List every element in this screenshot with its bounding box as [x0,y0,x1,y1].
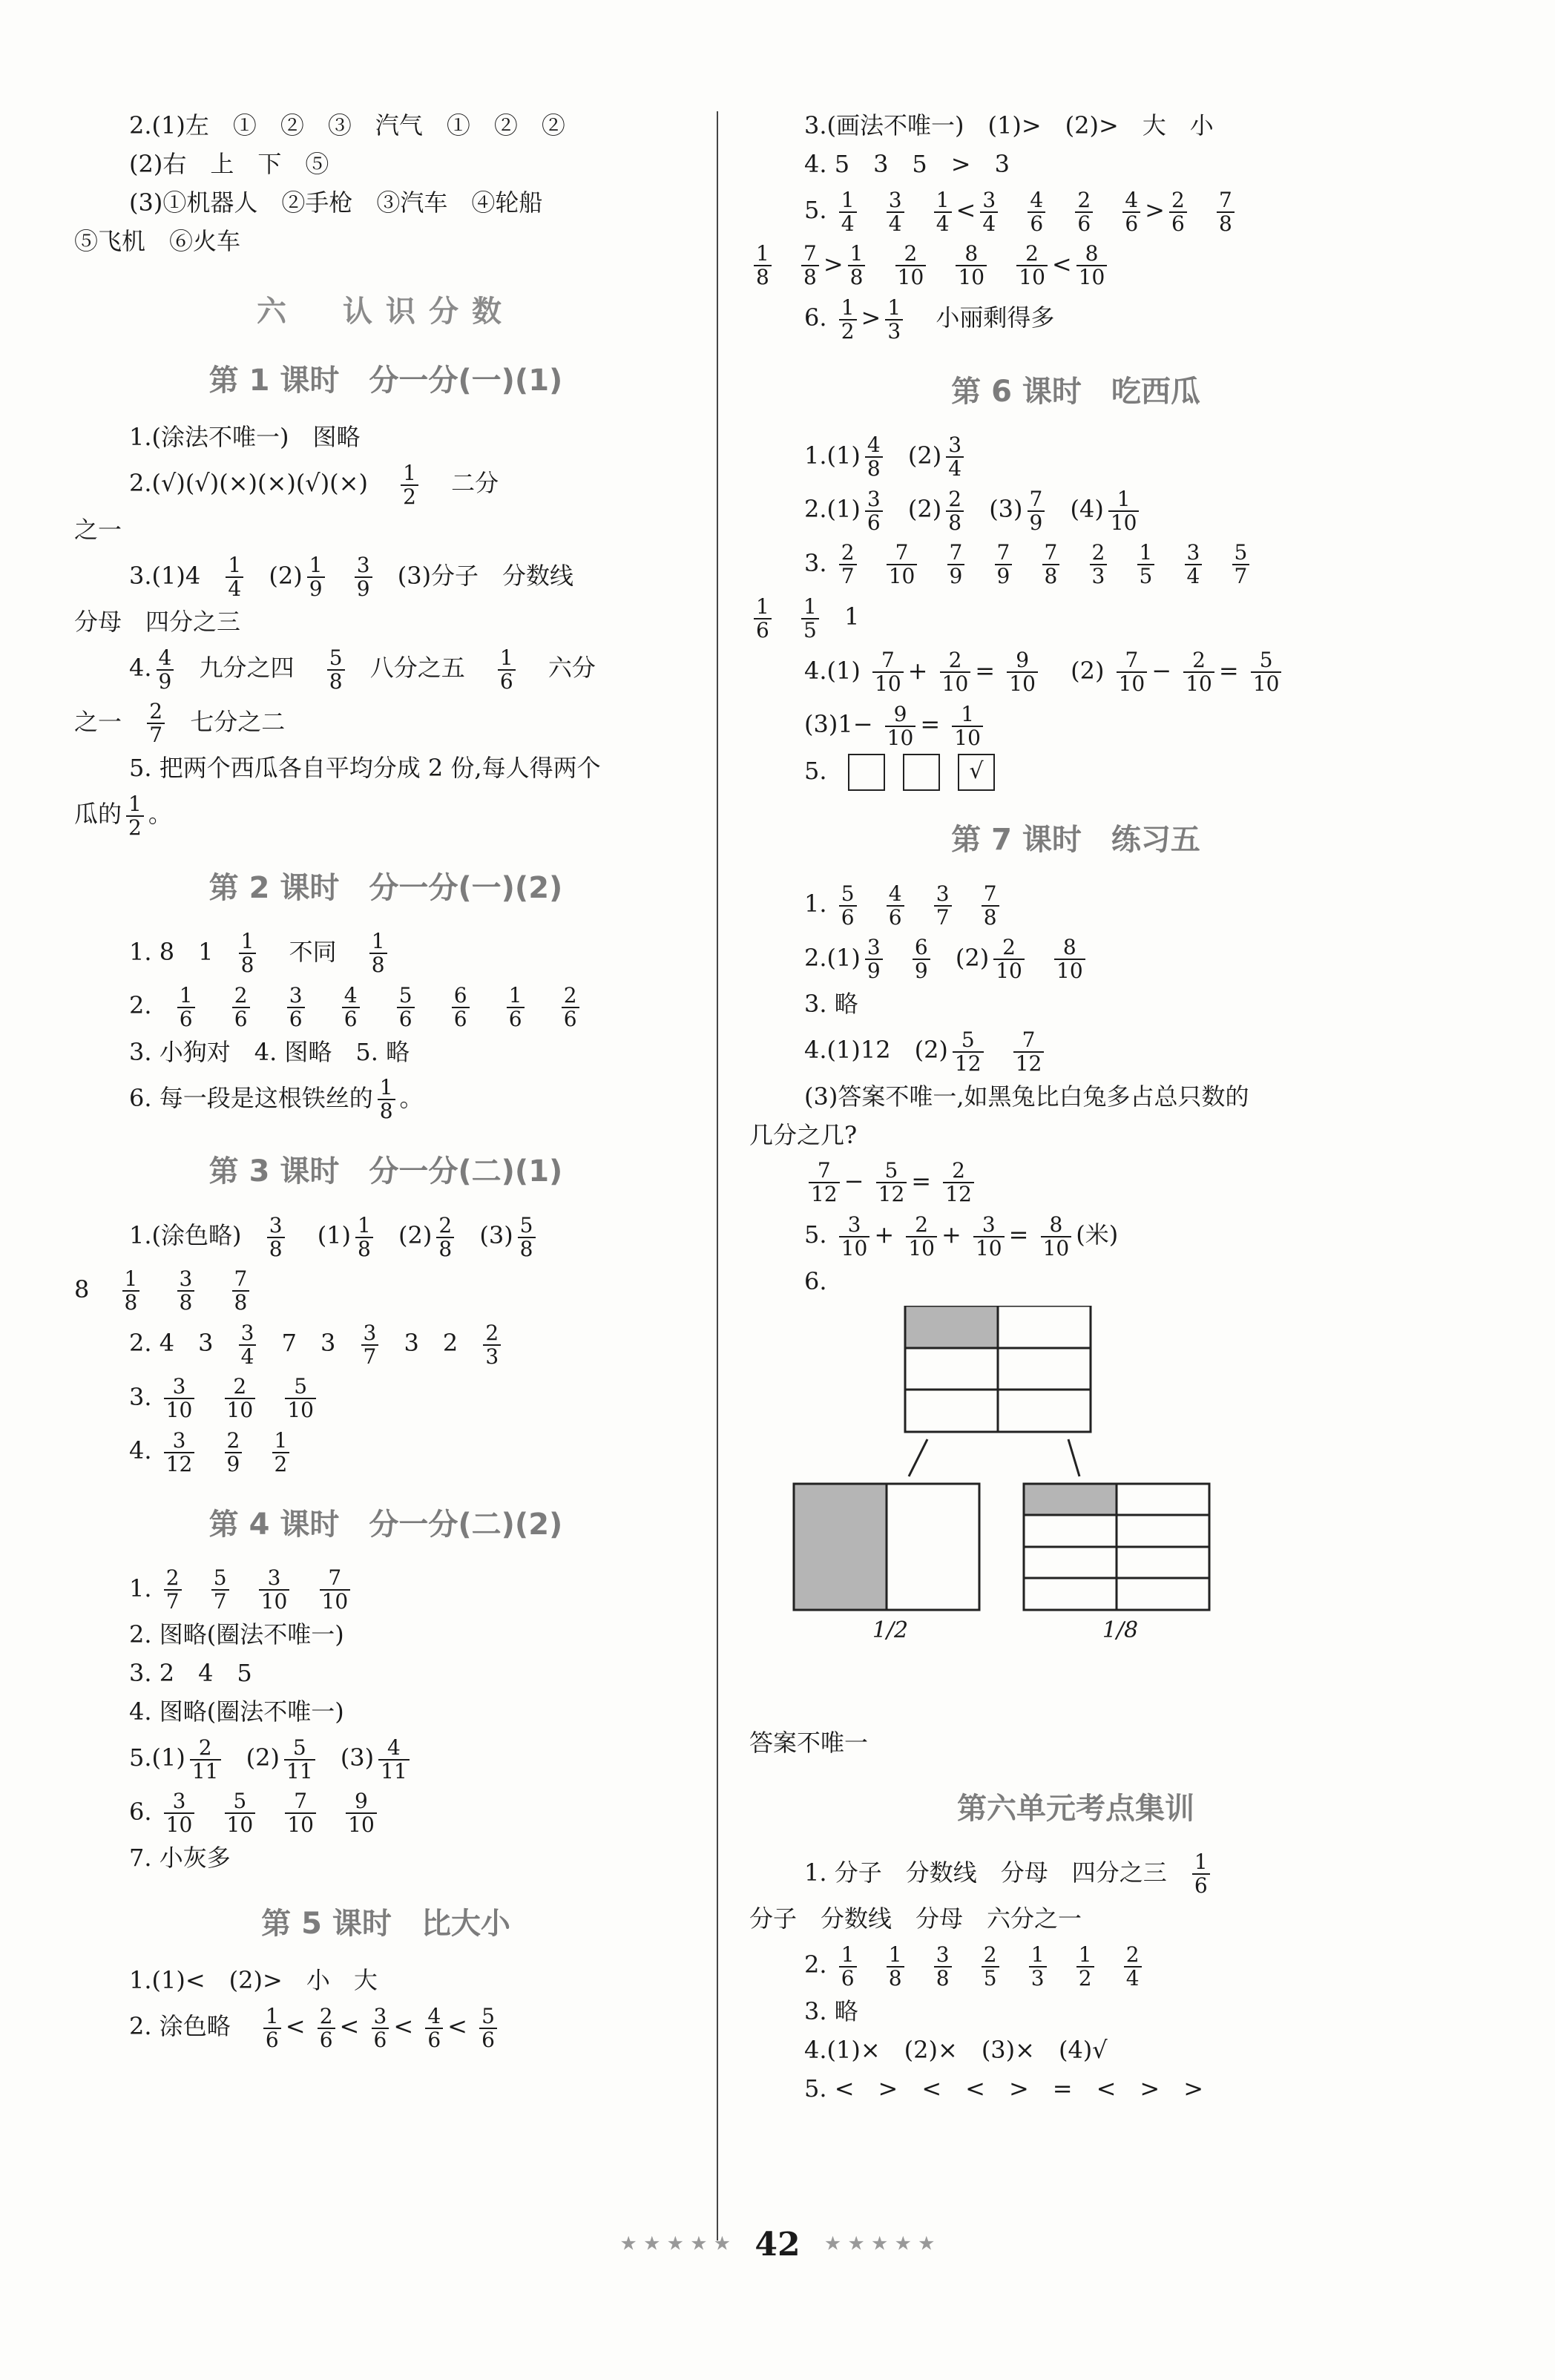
fraction: $\frac{1}{2}$ [126,793,144,839]
unit-title: 六 认识分数 [257,295,515,329]
fraction: $\frac{8}{10}$ [1076,243,1108,289]
fraction: $\frac{5}{7}$ [211,1567,229,1613]
diagram-label-left: 1/2 [872,1617,909,1643]
fraction: $\frac{2}{8}$ [946,488,964,534]
fraction: $\frac{3}{10}$ [839,1214,870,1260]
fraction: $\frac{3}{12}$ [164,1430,195,1476]
answer-line: 5. √ [749,754,1402,792]
fraction: $\frac{9}{10}$ [346,1790,377,1836]
fraction: $\frac{3}{4}$ [887,189,904,235]
fraction: $\frac{3}{9}$ [865,936,883,982]
fraction: $\frac{5}{10}$ [225,1790,256,1836]
answer-line: 4.(1)12 (2) $\frac{5}{12}$ $\frac{7}{12}$ [749,1025,1402,1075]
fraction: $\frac{1}{2}$ [401,462,418,508]
fraction: $\frac{4}{6}$ [1028,189,1045,235]
fraction: $\frac{5}{6}$ [479,2005,497,2051]
fraction: $\frac{1}{6}$ [263,2005,281,2051]
fraction: $\frac{3}{8}$ [934,1944,952,1990]
fraction: $\frac{7}{8}$ [1217,189,1235,235]
fraction: $\frac{5}{12}$ [953,1029,984,1075]
fraction: $\frac{7}{8}$ [982,883,999,929]
answer-line: 3. 略 [804,1996,858,2025]
fraction: $\frac{1}{8}$ [239,930,257,976]
fraction: $\frac{2}{3}$ [483,1322,501,1368]
fraction: $\frac{2}{6}$ [318,2005,335,2051]
fraction: $\frac{3}{10}$ [164,1790,195,1836]
fraction: $\frac{1}{6}$ [177,984,195,1030]
fraction: $\frac{5}{6}$ [397,984,415,1030]
fraction: $\frac{5}{8}$ [327,647,345,693]
answer-line: 3. $\frac{3}{10}$ $\frac{2}{10}$ $\frac{5}{10}$ [74,1373,697,1422]
fraction: $\frac{1}{8}$ [848,243,866,289]
fraction: $\frac{2}{10}$ [940,649,971,695]
fraction: $\frac{3}{10}$ [259,1567,290,1613]
answer-line: 7. 小灰多 [129,1844,231,1872]
fraction: $\frac{2}{12}$ [943,1160,974,1206]
fraction: $\frac{2}{9}$ [225,1430,243,1476]
answer-line: 分母 四分之三 [74,608,241,636]
fraction: $\frac{4}{6}$ [342,984,360,1030]
fraction: $\frac{3}{8}$ [267,1214,285,1260]
fraction: $\frac{2}{10}$ [895,243,927,289]
answer-line: 5. 把两个西瓜各自平均分成 2 份,每人得两个 [129,754,601,782]
fraction: $\frac{6}{9}$ [913,936,930,982]
fraction: $\frac{4}{8}$ [865,434,883,480]
fraction: $\frac{2}{4}$ [1124,1944,1142,1990]
answer-line: 1.(涂法不唯一) 图略 [129,423,361,451]
fraction: $\frac{2}{7}$ [147,700,165,746]
fraction: $\frac{4}{6}$ [425,2005,443,2051]
fraction-diagram [749,1306,1387,1721]
fraction-diagram-svg [749,1306,1387,1677]
fraction: $\frac{7}{9}$ [1028,488,1045,534]
fraction: $\frac{1}{2}$ [1076,1944,1094,1990]
answer-line: 4. 图略(圈法不唯一) [129,1697,344,1726]
fraction: $\frac{2}{8}$ [436,1214,454,1260]
fraction: $\frac{1}{2}$ [272,1430,290,1476]
fraction: $\frac{3}{6}$ [372,2005,389,2051]
fraction: $\frac{1}{10}$ [952,703,983,749]
answer-line: 1.(1) $\frac{4}{8}$ (2) $\frac{3}{4}$ [749,431,1402,481]
fraction: $\frac{7}{12}$ [809,1160,840,1206]
fraction: $\frac{3}{7}$ [934,883,952,929]
answer-line: 6. $\frac{3}{10}$ $\frac{5}{10}$ $\frac{7}{10}$ $\frac{9}{10}$ [74,1787,697,1837]
answer-line: 几分之几? [749,1120,858,1149]
fraction: $\frac{3}{8}$ [177,1268,195,1314]
fraction: $\frac{1}{4}$ [226,554,243,600]
fraction: $\frac{1}{8}$ [378,1076,395,1122]
lesson-title: 第 1 课时 分一分(一)(1) [208,364,563,398]
fraction: $\frac{2}{6}$ [1169,189,1187,235]
fraction: $\frac{1}{8}$ [355,1214,373,1260]
answer-line: (3)答案不唯一,如黑兔比白兔多占总只数的 [804,1082,1249,1111]
fraction: $\frac{8}{10}$ [956,243,987,289]
answer-line: 之一 [74,515,122,544]
fraction: $\frac{3}{6}$ [865,488,883,534]
left-column [74,104,697,2056]
fraction: $\frac{1}{8}$ [754,243,772,289]
lesson-title: 第 5 课时 比大小 [261,1907,510,1941]
answer-line: 2.(1) $\frac{3}{9}$ $\frac{6}{9}$ (2) $\frac{2}{10}$ $\frac{8}{10}$ [749,933,1402,983]
fraction: $\frac{7}{12}$ [1013,1029,1045,1075]
answer-line: 8 $\frac{1}{8}$ $\frac{3}{8}$ $\frac{7}{8}$ [74,1265,697,1315]
fraction: $\frac{3}{4}$ [239,1322,257,1368]
fraction: $\frac{5}{6}$ [839,883,857,929]
fraction: $\frac{7}{10}$ [320,1567,351,1613]
answer-line: 5. $\frac{1}{4}$ $\frac{3}{4}$ $\frac{1}{4}$ < $\frac{3}{4}$ $\frac{4}{6}$ $\frac{2}{6}$ $\frac{4}{6}$ > $\frac{2}{6}$ $\frac{7}{8}$ [749,185,1402,235]
answer-line: 3. 小狗对 4. 图略 5. 略 [129,1037,410,1066]
fraction: $\frac{3}{9}$ [355,554,372,600]
answer-line: 4.(1)× (2)× (3)× (4)√ [804,2035,1108,2064]
fraction: $\frac{1}{8}$ [369,930,387,976]
fraction: $\frac{2}{6}$ [562,984,579,1030]
fraction: $\frac{5}{10}$ [285,1375,316,1421]
answer-line: $\frac{1}{6}$ $\frac{1}{5}$ 1 [749,592,1402,642]
fraction: $\frac{3}{6}$ [287,984,305,1030]
answer-line: 2. 图略(圈法不唯一) [129,1620,344,1648]
fraction: $\frac{4}{6}$ [887,883,904,929]
fraction: $\frac{7}{10}$ [1117,649,1148,695]
fraction: $\frac{7}{10}$ [872,649,904,695]
fraction: $\frac{1}{8}$ [122,1268,140,1314]
answer-line: $\frac{7}{12}$ − $\frac{5}{12}$ = $\frac{2}{12}$ [749,1157,1402,1206]
answer-line: 3. 2 4 5 [129,1659,252,1687]
fraction: $\frac{7}{9}$ [995,542,1013,588]
fraction: $\frac{2}{10}$ [906,1214,937,1260]
answer-line: 6. 每一段是这根铁丝的 $\frac{1}{8}$ 。 [129,1075,424,1123]
answer-line: 4. $\frac{3}{12}$ $\frac{2}{9}$ $\frac{1}{2}$ [74,1426,697,1476]
fraction: $\frac{2}{7}$ [839,542,857,588]
lesson-title: 第 7 课时 练习五 [951,823,1200,857]
answer-box [848,754,885,791]
fraction: $\frac{9}{10}$ [885,703,916,749]
fraction: $\frac{5}{12}$ [876,1160,907,1206]
answer-line: 答案不唯一 [749,1728,869,1757]
answer-line: 1.(1)< (2)> 小 大 [129,1966,378,1994]
fraction: $\frac{1}{8}$ [887,1944,904,1990]
fraction: $\frac{2}{6}$ [1075,189,1093,235]
answer-line: 3.(1)4 $\frac{1}{4}$ (2) $\frac{1}{9}$ $\frac{3}{9}$ (3)分子 分数线 [129,553,574,601]
fraction: $\frac{7}{8}$ [1042,542,1060,588]
lesson-title: 第六单元考点集训 [957,1791,1194,1826]
answer-line: 1. $\frac{2}{7}$ $\frac{5}{7}$ $\frac{3}{10}$ $\frac{7}{10}$ [74,1564,697,1614]
fraction: $\frac{4}{6}$ [1122,189,1140,235]
answer-line: 分子 分数线 分母 六分之一 [749,1904,1082,1933]
answer-line: 3.(画法不唯一) (1)> (2)> 大 小 [804,111,1214,139]
fraction: $\frac{3}{4}$ [946,434,964,480]
fraction: $\frac{1}{3}$ [1029,1944,1047,1990]
answer-line: (2)右 上 下 ⑤ [129,150,329,178]
answer-line: 5.(1) $\frac{2}{11}$ (2) $\frac{5}{11}$ (3) $\frac{4}{11}$ [74,1733,697,1783]
fraction: $\frac{4}{11}$ [378,1737,410,1783]
fraction: $\frac{5}{11}$ [284,1737,315,1783]
fraction: $\frac{7}{10}$ [887,542,918,588]
fraction: $\frac{1}{5}$ [801,596,819,642]
fraction: $\frac{3}{10}$ [973,1214,1005,1260]
answer-line: 瓜的 $\frac{1}{2}$ 。 [74,791,172,840]
fraction: $\frac{3}{10}$ [164,1375,195,1421]
fraction: $\frac{5}{8}$ [518,1214,536,1260]
fraction: $\frac{8}{10}$ [1054,936,1085,982]
fraction: $\frac{5}{10}$ [1251,649,1282,695]
fraction: $\frac{3}{4}$ [1185,542,1203,588]
fraction: $\frac{1}{6}$ [1192,1851,1210,1897]
answer-line: 之一 $\frac{2}{7}$ 七分之二 [74,699,286,747]
fraction: $\frac{1}{3}$ [885,297,903,343]
page-number: 42 [755,2226,800,2264]
answer-line: 2.(1)左 ① ② ③ 汽气 ① ② ② [129,111,565,139]
answer-line: 4. 5 3 5 > 3 [804,150,1010,178]
lesson-title: 第 2 课时 分一分(一)(2) [208,870,563,905]
fraction: $\frac{3}{4}$ [980,189,998,235]
fraction: $\frac{2}{7}$ [164,1567,182,1613]
answer-line: 1. $\frac{5}{6}$ $\frac{4}{6}$ $\frac{3}{7}$ $\frac{7}{8}$ [749,879,1402,929]
answer-line: 3. 略 [804,990,858,1018]
answer-line: 1. 分子 分数线 分母 四分之三 $\frac{1}{6}$ [749,1848,1402,1898]
fraction: $\frac{1}{4}$ [934,189,952,235]
star-icon: ★ ★ ★ ★ ★ [823,2232,936,2255]
fraction: $\frac{1}{10}$ [1108,488,1140,534]
answer-line: 6. [804,1266,827,1295]
answer-line: $\frac{1}{8}$ $\frac{7}{8}$ > $\frac{1}{8}$ $\frac{2}{10}$ $\frac{8}{10}$ $\frac{2}{10}$ < $\frac{8}{10}$ [749,240,1402,289]
fraction: $\frac{1}{4}$ [839,189,857,235]
star-icon: ★ ★ ★ ★ ★ [619,2232,732,2255]
answer-line: 2.(1) $\frac{3}{6}$ (2) $\frac{2}{8}$ (3) $\frac{7}{9}$ (4) $\frac{1}{10}$ [749,484,1402,534]
fraction: $\frac{1}{2}$ [839,297,857,343]
fraction: $\frac{2}{10}$ [993,936,1025,982]
fraction: $\frac{2}{5}$ [982,1944,999,1990]
fraction: $\frac{9}{10}$ [1007,649,1038,695]
fraction: $\frac{4}{9}$ [157,647,174,693]
fraction: $\frac{1}{6}$ [839,1944,857,1990]
fraction: $\frac{2}{10}$ [1183,649,1214,695]
answer-line: 2. $\frac{1}{6}$ $\frac{2}{6}$ $\frac{3}{6}$ $\frac{4}{6}$ $\frac{5}{6}$ $\frac{6}{6}$ $\frac{1}{6}$ $\frac{2}{6}$ [74,981,697,1030]
fraction: $\frac{1}{6}$ [507,984,525,1030]
answer-box: √ [958,754,995,791]
lesson-title: 第 6 课时 吃西瓜 [951,374,1200,409]
answer-line: 4.(1) $\frac{7}{10}$ + $\frac{2}{10}$ = $\frac{9}{10}$ (2) $\frac{7}{10}$ − $\frac{2}{10}$ = $\frac{5}{10}$ [749,646,1402,696]
fraction: $\frac{7}{9}$ [947,542,965,588]
fraction: $\frac{1}{5}$ [1137,542,1155,588]
diagram-label-right: 1/8 [1102,1617,1139,1643]
answer-line: 1.(涂色略) $\frac{3}{8}$ (1) $\frac{1}{8}$ (2) $\frac{2}{8}$ (3) $\frac{5}{8}$ [74,1211,697,1260]
answer-line: 5. < > < < > = < > > [804,2074,1204,2103]
page-footer [0,2226,1555,2264]
answer-line: 2. 4 3 $\frac{3}{4}$ 7 3 $\frac{3}{7}$ 3 2 $\frac{2}{3}$ [74,1318,697,1368]
fraction: $\frac{2}{3}$ [1090,542,1108,588]
fraction: $\frac{2}{6}$ [232,984,250,1030]
fraction: $\frac{8}{10}$ [1041,1214,1072,1260]
answer-line: 3. $\frac{2}{7}$ $\frac{7}{10}$ $\frac{7}{9}$ $\frac{7}{9}$ $\frac{7}{8}$ $\frac{2}{3}$ $\frac{1}{5}$ $\frac{3}{4}$ $\frac{5}{7}$ [749,539,1402,588]
fraction: $\frac{7}{8}$ [801,243,819,289]
fraction: $\frac{3}{7}$ [361,1322,379,1368]
answer-line: ⑤飞机 ⑥火车 [74,227,241,255]
fraction: $\frac{7}{8}$ [232,1268,250,1314]
fraction: $\frac{2}{10}$ [1016,243,1048,289]
fraction: $\frac{1}{9}$ [307,554,325,600]
answer-line: 2. 涂色略 $\frac{1}{6}$ < $\frac{2}{6}$ < $\frac{3}{6}$ < $\frac{4}{6}$ < $\frac{5}{6}$ [74,2002,697,2051]
fraction: $\frac{5}{7}$ [1232,542,1250,588]
fraction: $\frac{2}{10}$ [225,1375,256,1421]
answer-box [903,754,940,791]
fraction: $\frac{7}{10}$ [285,1790,316,1836]
column-divider [717,111,718,2241]
fraction: $\frac{1}{6}$ [498,647,516,693]
answer-line: 1. 8 1 $\frac{1}{8}$ 不同 $\frac{1}{8}$ [74,927,697,977]
answer-line: 5. $\frac{3}{10}$ + $\frac{2}{10}$ + $\frac{3}{10}$ = $\frac{8}{10}$ (米) [804,1212,1119,1260]
answer-line: (3)1− $\frac{9}{10}$ = $\frac{1}{10}$ [749,700,1402,749]
right-column [749,104,1402,2110]
lesson-title: 第 4 课时 分一分(二)(2) [208,1507,563,1542]
answer-line: 4. $\frac{4}{9}$ 九分之四 $\frac{5}{8}$ 八分之五 $\frac{1}{6}$ 六分 [129,645,596,694]
answer-line: 6. $\frac{1}{2}$ > $\frac{1}{3}$ 小丽剩得多 [804,295,1055,343]
fraction: $\frac{6}{6}$ [452,984,470,1030]
answer-line: (3)①机器人 ②手枪 ③汽车 ④轮船 [129,188,543,217]
answer-line: 2. $\frac{1}{6}$ $\frac{1}{8}$ $\frac{3}{8}$ $\frac{2}{5}$ $\frac{1}{3}$ $\frac{1}{2}$ $\frac{2}{4}$ [749,1940,1402,1990]
answer-line: 2.(√)(√)(×)(×)(√)(×) $\frac{1}{2}$ 二分 [129,460,499,509]
lesson-title: 第 3 课时 分一分(二)(1) [208,1154,563,1189]
fraction: $\frac{1}{6}$ [754,596,772,642]
fraction: $\frac{2}{11}$ [190,1737,221,1783]
